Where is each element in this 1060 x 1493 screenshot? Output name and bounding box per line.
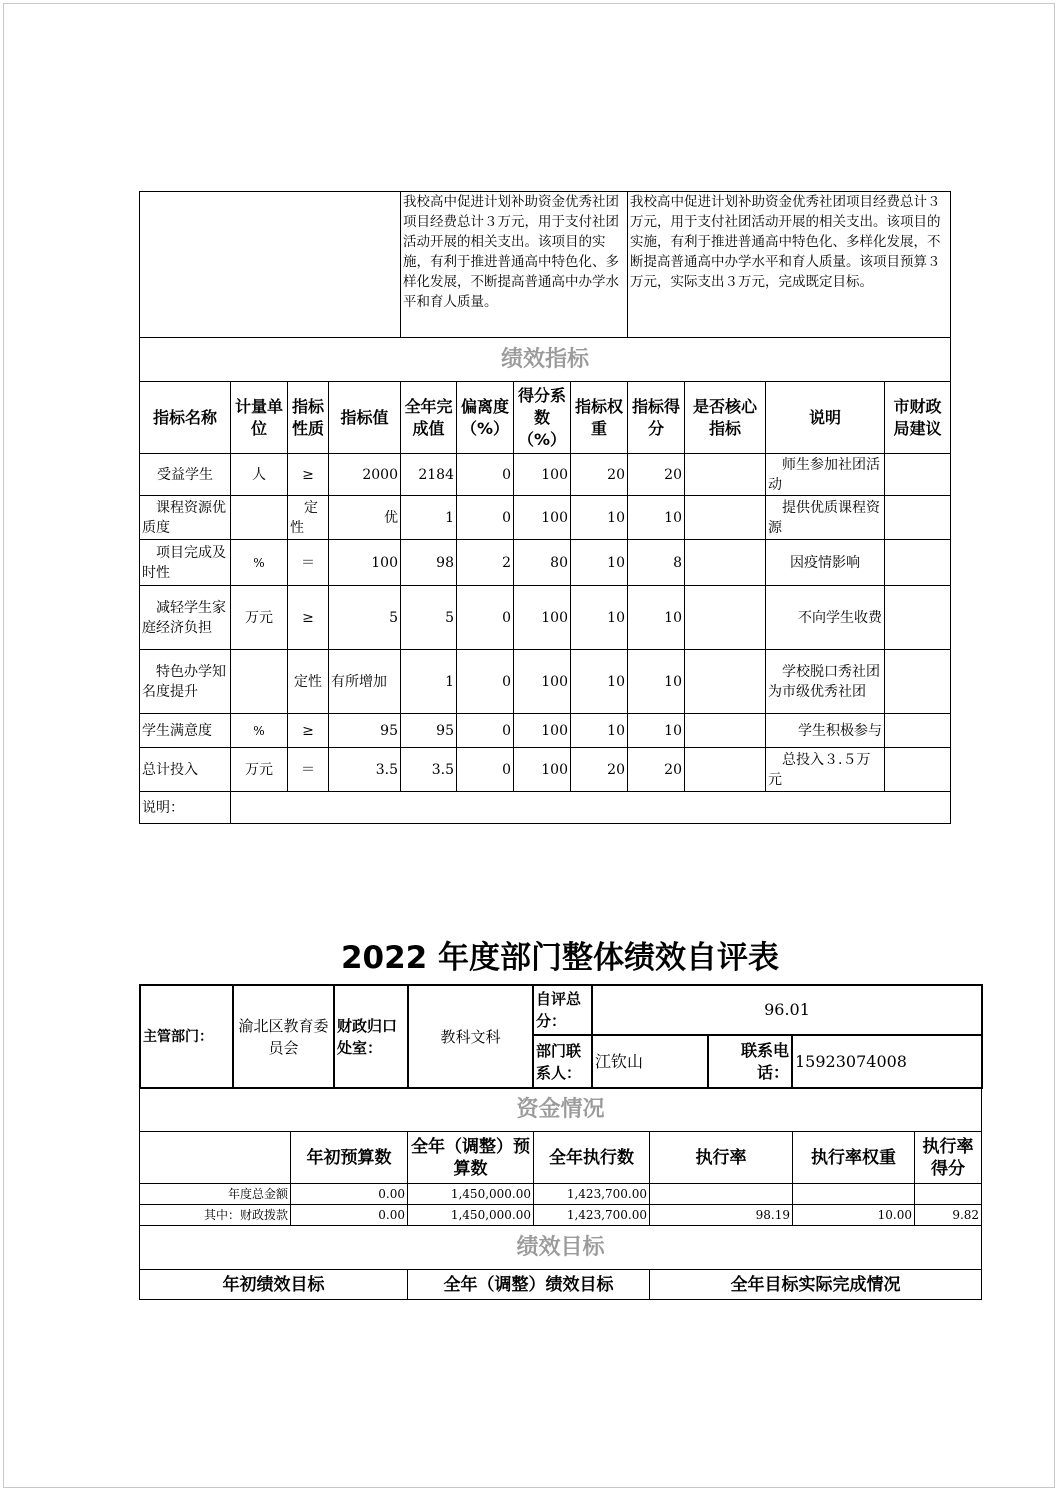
cell-suggestion: [885, 650, 951, 714]
header-cell: 全年完成值: [401, 382, 457, 454]
cell-weight: 10: [571, 650, 628, 714]
contact-label: 部门联系人：: [533, 1035, 592, 1088]
header-cell: 全年（调整）绩效目标: [408, 1270, 650, 1300]
cell-indicator-name: 受益学生: [140, 454, 231, 496]
funds-table: [139, 1087, 982, 1300]
cell-coefficient: 100: [514, 496, 571, 540]
header-cell: 指标值: [329, 382, 401, 454]
funds-header-row: [140, 1132, 982, 1184]
cell-suggestion: [885, 586, 951, 650]
cell-fund-label: 年度总金额: [140, 1184, 291, 1205]
cell-score: 10: [628, 650, 685, 714]
cell-target: 5: [329, 586, 401, 650]
cell-suggestion: [885, 454, 951, 496]
cell-suggestion: [885, 748, 951, 792]
table-row: [140, 454, 951, 496]
header-cell: 执行率: [650, 1132, 793, 1184]
cell-coefficient: 100: [514, 586, 571, 650]
cell-score: 20: [628, 748, 685, 792]
cell-unit: %: [231, 540, 288, 586]
cell-weight: 10: [571, 540, 628, 586]
cell-deviation: 0: [457, 454, 514, 496]
cell-coefficient: 100: [514, 748, 571, 792]
cell-unit: [231, 496, 288, 540]
cell-deviation: 0: [457, 586, 514, 650]
note-row: [140, 792, 951, 824]
cell-actual: 2184: [401, 454, 457, 496]
cell-deviation: 0: [457, 714, 514, 748]
cell-core: [685, 454, 766, 496]
cell-nature: ≥: [288, 714, 329, 748]
cell-nature: 定性: [288, 496, 329, 540]
cell-weight: 20: [571, 454, 628, 496]
cell-note: 学校脱口秀社团为市级优秀社团: [766, 650, 885, 714]
finance-value: 教科文科: [408, 985, 533, 1088]
header-cell: 年初预算数: [291, 1132, 408, 1184]
score-value: 96.01: [592, 985, 982, 1035]
cell-indicator-name: 项目完成及时性: [140, 540, 231, 586]
summary-right-text: 我校高中促进计划补助资金优秀社团项目经费总计３万元，用于支付社团活动开展的相关支出。该项目的实施，有利于推进普通高中特色化、多样化发展，不断提高普通高中办学水平和育人质量。该项目预算３万元，实际支出３万元，完成既定目标。: [628, 192, 951, 338]
summary-empty-cell: [140, 192, 401, 338]
cell-note: 不向学生收费: [766, 586, 885, 650]
cell-nature: ≥: [288, 586, 329, 650]
score-label: 自评总分：: [533, 985, 592, 1035]
cell-core: [685, 650, 766, 714]
phone-label: 联系电话：: [708, 1035, 792, 1088]
cell-nature: ＝: [288, 540, 329, 586]
cell-actual: 98: [401, 540, 457, 586]
header-cell: 执行率权重: [793, 1132, 915, 1184]
table-row: [140, 1184, 982, 1205]
table-row: [140, 650, 951, 714]
cell-core: [685, 496, 766, 540]
cell-deviation: 0: [457, 496, 514, 540]
cell-fund-label: 其中：财政拨款: [140, 1205, 291, 1226]
table-row: [140, 714, 951, 748]
indicator-header-row: [140, 382, 951, 454]
project-summary-row: [140, 192, 951, 338]
table-row: [140, 496, 951, 540]
performance-indicator-table: [139, 191, 951, 824]
cell-note: 提供优质课程资源: [766, 496, 885, 540]
cell-indicator-name: 总计投入: [140, 748, 231, 792]
note-label: 说明：: [140, 792, 231, 824]
header-cell: 偏离度（%）: [457, 382, 514, 454]
cell-unit: %: [231, 714, 288, 748]
header-cell: 指标性质: [288, 382, 329, 454]
cell-note: 师生参加社团活动: [766, 454, 885, 496]
cell-score: 20: [628, 454, 685, 496]
cell-adjusted-budget: 1,450,000.00: [408, 1205, 534, 1226]
header-cell: 指标名称: [140, 382, 231, 454]
cell-coefficient: 80: [514, 540, 571, 586]
header-cell: 是否核心指标: [685, 382, 766, 454]
dept-label: 主管部门：: [140, 985, 233, 1088]
cell-executed: 1,423,700.00: [534, 1205, 650, 1226]
header-cell: 指标权重: [571, 382, 628, 454]
header-cell: 计量单位: [231, 382, 288, 454]
header-cell: 市财政局建议: [885, 382, 951, 454]
cell-actual: 1: [401, 650, 457, 714]
cell-nature: ≥: [288, 454, 329, 496]
cell-rate: 98.19: [650, 1205, 793, 1226]
cell-indicator-name: 减轻学生家庭经济负担: [140, 586, 231, 650]
cell-unit: 人: [231, 454, 288, 496]
cell-target: 3.5: [329, 748, 401, 792]
cell-adjusted-budget: 1,450,000.00: [408, 1184, 534, 1205]
cell-unit: [231, 650, 288, 714]
cell-actual: 3.5: [401, 748, 457, 792]
cell-actual: 5: [401, 586, 457, 650]
cell-weight: 10: [571, 496, 628, 540]
cell-score: 10: [628, 714, 685, 748]
cell-coefficient: 100: [514, 454, 571, 496]
cell-deviation: 0: [457, 650, 514, 714]
cell-weight: 10: [571, 586, 628, 650]
cell-rate-score: 9.82: [915, 1205, 982, 1226]
cell-suggestion: [885, 714, 951, 748]
cell-target: 有所增加: [329, 650, 401, 714]
cell-core: [685, 714, 766, 748]
header-cell: 得分系数（%）: [514, 382, 571, 454]
header-cell: 年初绩效目标: [140, 1270, 408, 1300]
cell-unit: 万元: [231, 748, 288, 792]
contact-value: 江钦山: [592, 1035, 708, 1088]
cell-target: 95: [329, 714, 401, 748]
cell-actual: 1: [401, 496, 457, 540]
cell-rate-score: [915, 1184, 982, 1205]
goals-header-row: [140, 1270, 982, 1300]
table-row: [140, 586, 951, 650]
cell-initial-budget: 0.00: [291, 1205, 408, 1226]
cell-core: [685, 586, 766, 650]
cell-initial-budget: 0.00: [291, 1184, 408, 1205]
header-cell: 说明: [766, 382, 885, 454]
cell-score: 8: [628, 540, 685, 586]
cell-core: [685, 748, 766, 792]
section-title-indicators: 绩效指标: [140, 338, 951, 382]
cell-target: 2000: [329, 454, 401, 496]
header-cell: 全年目标实际完成情况: [650, 1270, 982, 1300]
section-title-goals: 绩效目标: [140, 1226, 982, 1270]
note-value: [231, 792, 951, 824]
cell-target: 优: [329, 496, 401, 540]
dept-value: 渝北区教育委员会: [233, 985, 334, 1088]
cell-suggestion: [885, 496, 951, 540]
cell-score: 10: [628, 496, 685, 540]
cell-unit: 万元: [231, 586, 288, 650]
cell-nature: ＝: [288, 748, 329, 792]
section-title-funds: 资金情况: [140, 1088, 982, 1132]
cell-weight: 10: [571, 714, 628, 748]
cell-deviation: 2: [457, 540, 514, 586]
header-cell: [140, 1132, 291, 1184]
phone-value: 15923074008: [792, 1035, 982, 1088]
cell-coefficient: 100: [514, 714, 571, 748]
finance-label: 财政归口处室：: [334, 985, 408, 1088]
department-info-table: [139, 984, 983, 1089]
cell-deviation: 0: [457, 748, 514, 792]
header-cell: 全年（调整）预算数: [408, 1132, 534, 1184]
cell-core: [685, 540, 766, 586]
table-row: [140, 540, 951, 586]
cell-weight: 20: [571, 748, 628, 792]
header-cell: 指标得分: [628, 382, 685, 454]
cell-indicator-name: 课程资源优质度: [140, 496, 231, 540]
cell-executed: 1,423,700.00: [534, 1184, 650, 1205]
cell-coefficient: 100: [514, 650, 571, 714]
table-row: [140, 748, 951, 792]
summary-left-text: 我校高中促进计划补助资金优秀社团项目经费总计３万元，用于支付社团活动开展的相关支出。该项目的实施，有利于推进普通高中特色化、多样化发展，不断提高普通高中办学水平和育人质量。: [401, 192, 628, 338]
cell-actual: 95: [401, 714, 457, 748]
cell-rate-weight: 10.00: [793, 1205, 915, 1226]
cell-rate-weight: [793, 1184, 915, 1205]
header-cell: 全年执行数: [534, 1132, 650, 1184]
cell-indicator-name: 特色办学知名度提升: [140, 650, 231, 714]
cell-suggestion: [885, 540, 951, 586]
cell-note: 总投入３.５万元: [766, 748, 885, 792]
cell-target: 100: [329, 540, 401, 586]
cell-rate: [650, 1184, 793, 1205]
cell-score: 10: [628, 586, 685, 650]
table-row: [140, 1205, 982, 1226]
cell-indicator-name: 学生满意度: [140, 714, 231, 748]
header-cell: 执行率得分: [915, 1132, 982, 1184]
page-title: 2022 年度部门整体绩效自评表: [340, 940, 780, 976]
cell-note: 因疫情影响: [766, 540, 885, 586]
cell-nature: 定性: [288, 650, 329, 714]
cell-note: 学生积极参与: [766, 714, 885, 748]
